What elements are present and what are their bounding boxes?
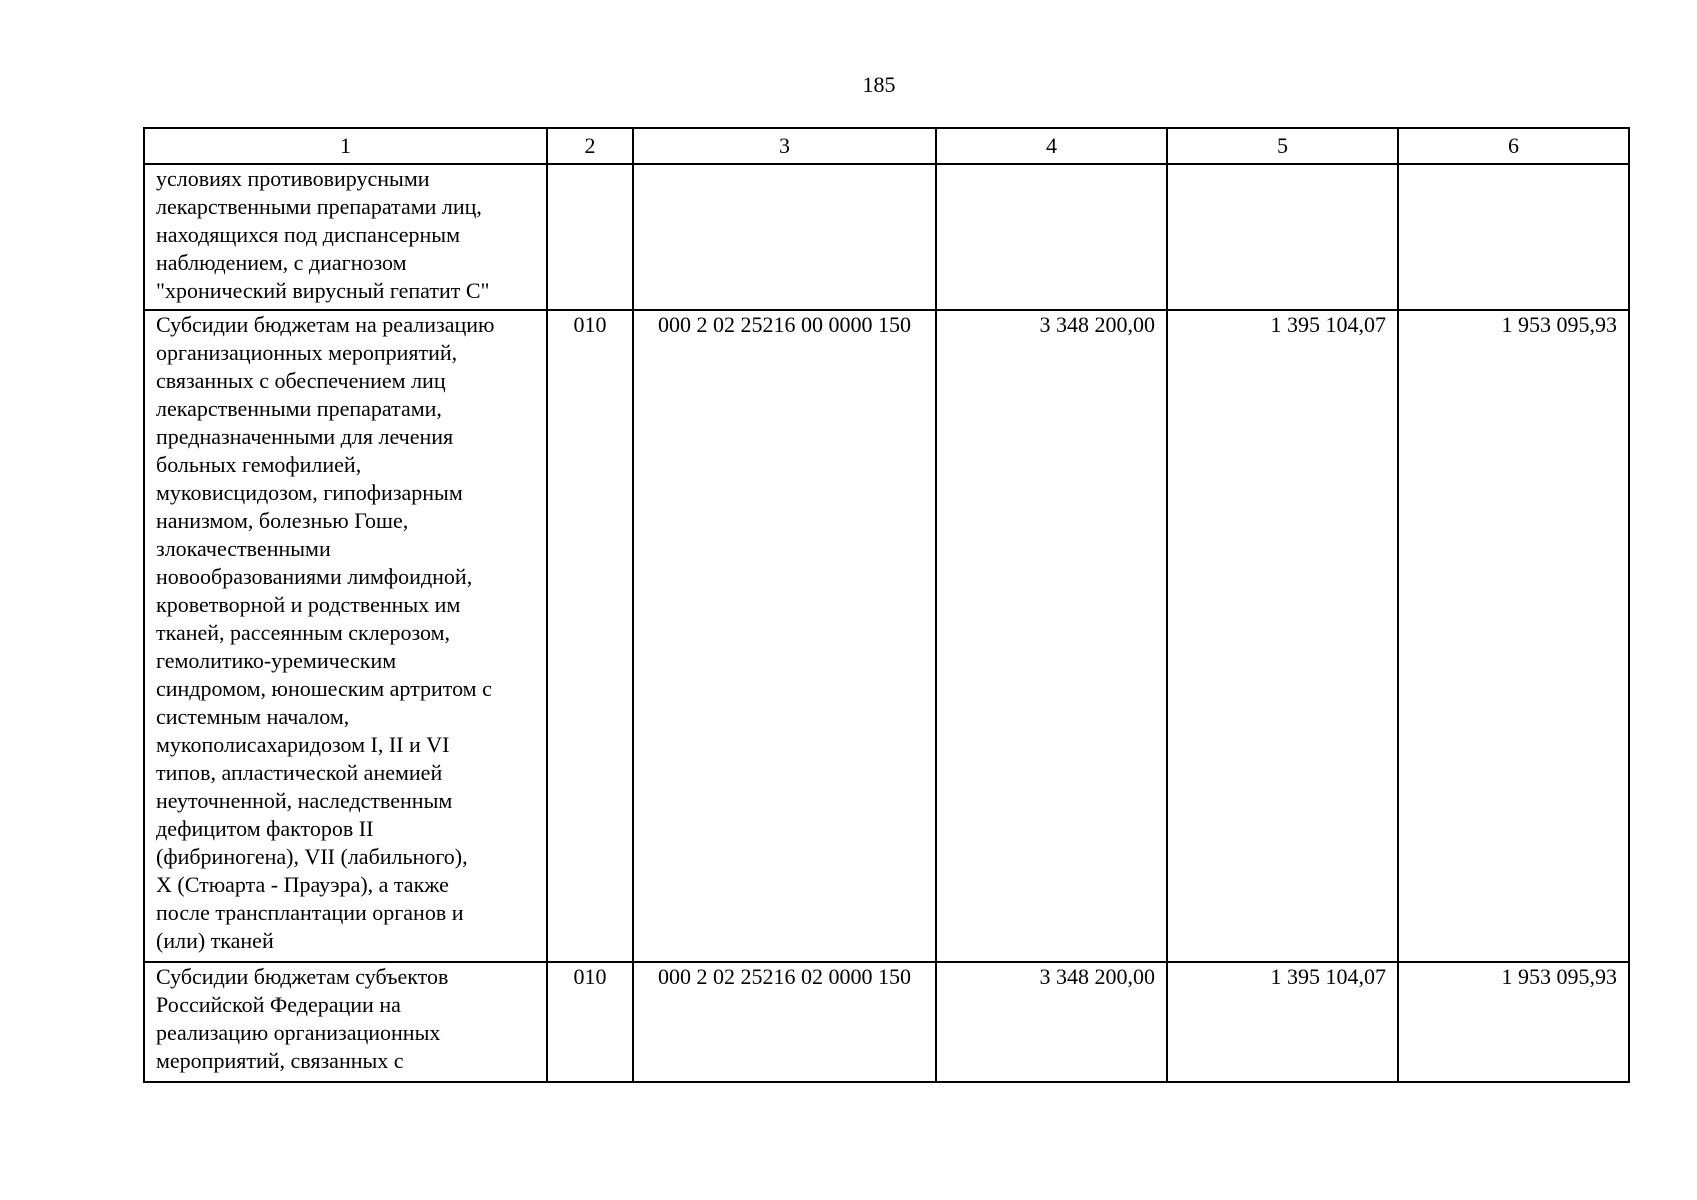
row-name-line: мукополисахаридозом I, II и VI xyxy=(156,732,450,757)
table-row xyxy=(144,962,1629,1082)
row-name-line: синдромом, юношеским артритом с xyxy=(156,676,492,701)
row-name-line: больных гемофилией, xyxy=(156,452,362,477)
row-name-line: нанизмом, болезнью Гоше, xyxy=(156,508,409,533)
row-assigned-cell xyxy=(936,164,1167,310)
row-name-line: "хронический вирусный гепатит C" xyxy=(156,278,490,303)
row-name-line: Субсидии бюджетам на реализацию xyxy=(156,312,495,337)
row-name-line: реализацию организационных xyxy=(156,1020,441,1045)
row-name-line: гемолитико-уремическим xyxy=(156,648,397,673)
row-name-line: типов, апластической анемией xyxy=(156,760,443,785)
row-name-cell xyxy=(144,962,547,1082)
row-name-line: организационных мероприятий, xyxy=(156,340,458,365)
row-name-line: злокачественными xyxy=(156,536,331,561)
row-code-cell: 010 xyxy=(547,310,633,962)
table-row xyxy=(144,164,1629,310)
row-executed-cell xyxy=(1167,164,1398,310)
row-name-line: X (Стюарта - Прауэра), а также xyxy=(156,872,449,897)
table-header-row xyxy=(144,128,1629,164)
row-executed-cell: 1 395 104,07 xyxy=(1167,310,1398,962)
budget-table xyxy=(143,127,1630,1083)
column-header-2: 2 xyxy=(547,128,633,164)
row-name-line: (фибриногена), VII (лабильного), xyxy=(156,844,468,869)
row-name-line: мероприятий, связанных с xyxy=(156,1048,404,1073)
row-name-line: Субсидии бюджетам субъектов xyxy=(156,964,449,989)
row-name-line: системным началом, xyxy=(156,704,350,729)
row-name-line: кроветворной и родственных им xyxy=(156,592,461,617)
row-executed-cell: 1 395 104,07 xyxy=(1167,962,1398,1082)
column-header-1: 1 xyxy=(144,128,547,164)
row-code-cell xyxy=(547,164,633,310)
row-kbk-cell xyxy=(633,164,936,310)
page-number: 185 xyxy=(862,72,896,97)
row-remaining-cell: 1 953 095,93 xyxy=(1398,962,1629,1082)
row-name-line: (или) тканей xyxy=(156,928,274,953)
row-name-line: связанных с обеспечением лиц xyxy=(156,368,446,393)
row-remaining-cell xyxy=(1398,164,1629,310)
row-code-cell: 010 xyxy=(547,962,633,1082)
row-name-cell xyxy=(144,164,547,310)
row-name-line: после трансплантации органов и xyxy=(156,900,464,925)
row-name-line: лекарственными препаратами, xyxy=(156,396,442,421)
column-header-4: 4 xyxy=(936,128,1167,164)
column-header-5: 5 xyxy=(1167,128,1398,164)
row-name-line: новообразованиями лимфоидной, xyxy=(156,564,473,589)
row-assigned-cell: 3 348 200,00 xyxy=(936,310,1167,962)
row-name-cell xyxy=(144,310,547,962)
row-name-line: неуточненной, наследственным xyxy=(156,788,453,813)
row-name-line: муковисцидозом, гипофизарным xyxy=(156,480,463,505)
row-name-line: тканей, рассеянным склерозом, xyxy=(156,620,451,645)
row-name-line: Российской Федерации на xyxy=(156,992,401,1017)
row-name-line: лекарственными препаратами лиц, xyxy=(156,194,482,219)
row-assigned-cell: 3 348 200,00 xyxy=(936,962,1167,1082)
row-name-line: предназначенными для лечения xyxy=(156,424,454,449)
row-name-line: находящихся под диспансерным xyxy=(156,222,460,247)
row-kbk-cell: 000 2 02 25216 02 0000 150 xyxy=(633,962,936,1082)
row-name-line: дефицитом факторов II xyxy=(156,816,374,841)
row-kbk-cell: 000 2 02 25216 00 0000 150 xyxy=(633,310,936,962)
table-row xyxy=(144,310,1629,962)
column-header-6: 6 xyxy=(1398,128,1629,164)
column-header-3: 3 xyxy=(633,128,936,164)
row-name-line: наблюдением, с диагнозом xyxy=(156,250,407,275)
row-remaining-cell: 1 953 095,93 xyxy=(1398,310,1629,962)
row-name-line: условиях противовирусными xyxy=(156,166,430,191)
